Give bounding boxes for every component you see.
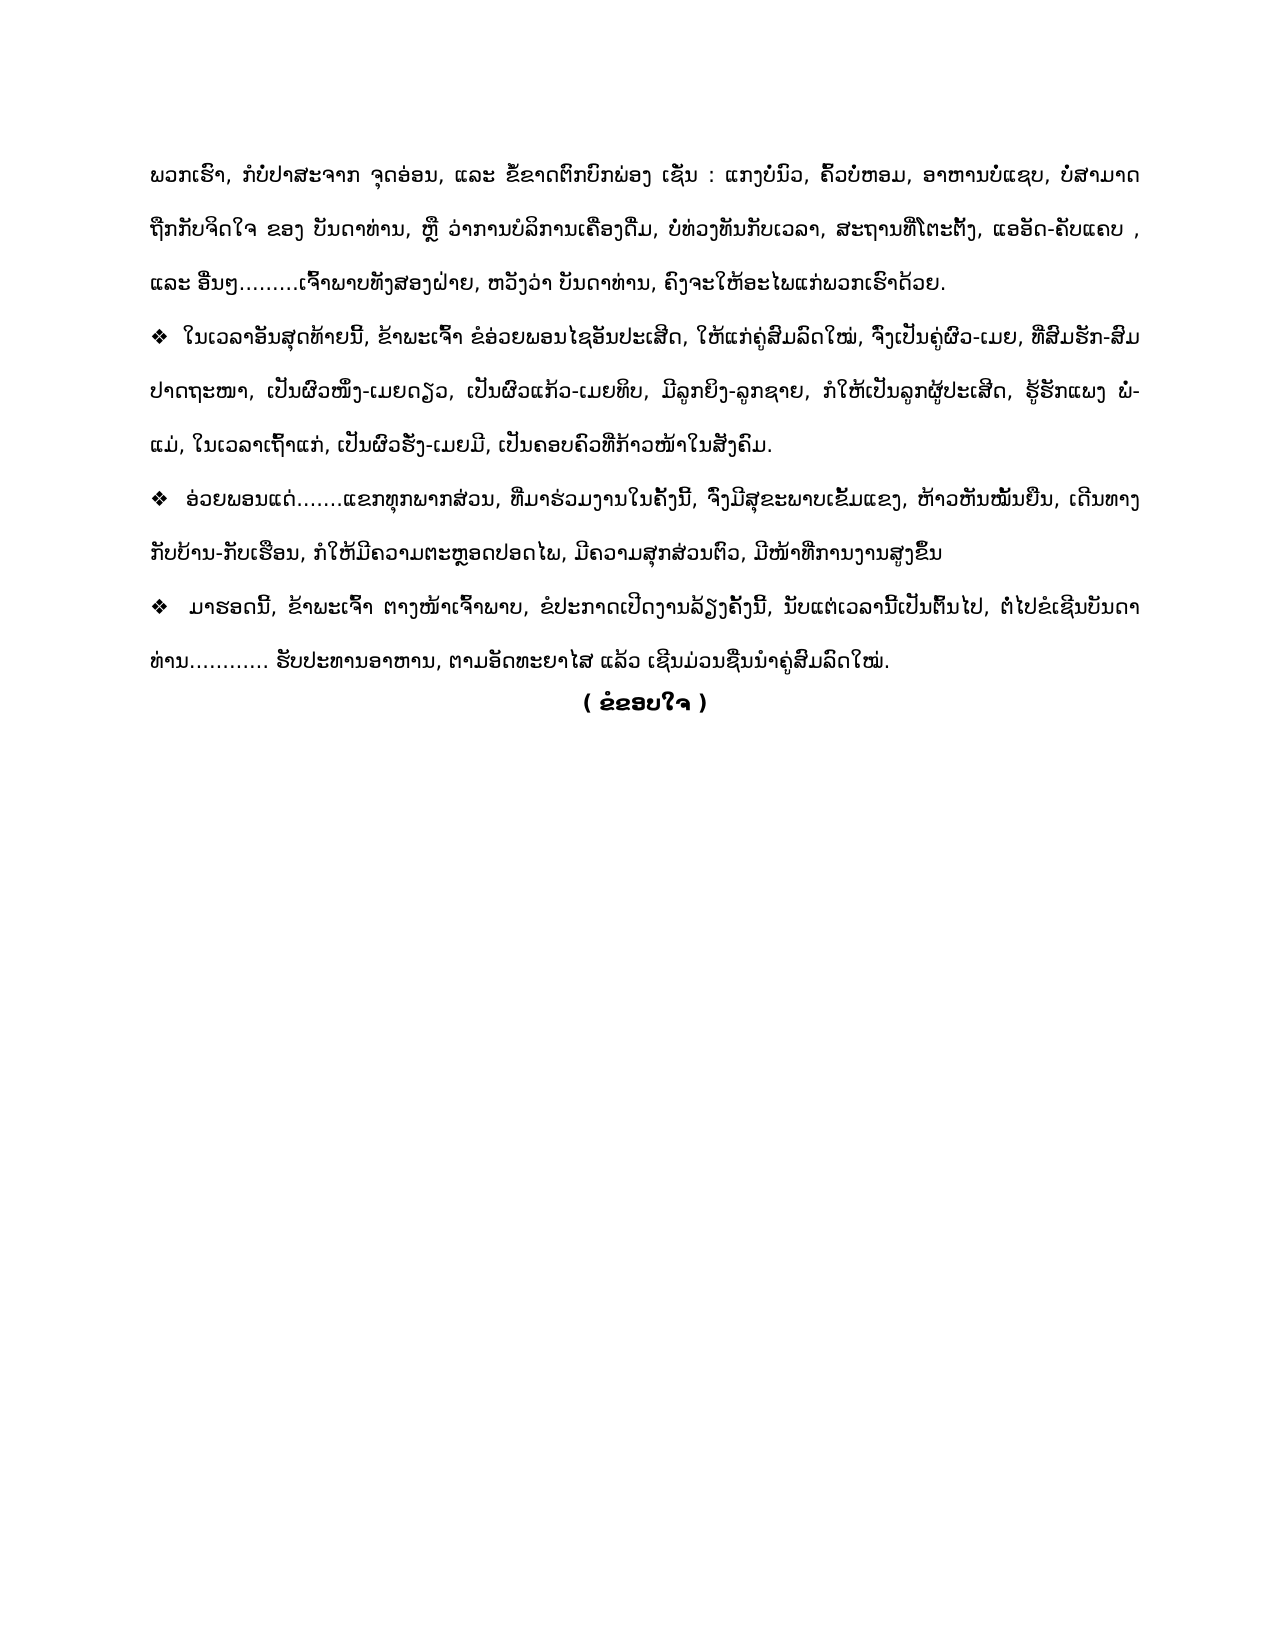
paragraph-blessing-couple xyxy=(150,310,1140,472)
paragraph-apology xyxy=(150,148,1140,310)
diamond-bullet-icon: ❖ xyxy=(150,595,173,619)
paragraph-blessing-guests xyxy=(150,472,1140,580)
diamond-bullet-icon: ❖ xyxy=(150,487,171,511)
paragraph-text: ໃນເວລາອັນສຸດທ້າຍນີ້, ຂ້າພະເຈົ້າ ຂໍອ່ວຍພອນໄຊອັນປະເສີດ, ໃຫ້ແກ່ຄູ່ສົມລົດໃໝ່, ຈົ່ງເປັນຄູ່ຜົວ-ເມຍ, ທີ່ສົມຮັກ-ສົມປາດຖະໜາ, ເປັນຜົວໜຶ່ງ-ເມຍດຽວ, ເປັນຜົວແກ້ວ-ເມຍທິບ, ມີລູກຍິງ-ລູກຊາຍ, ກໍໃຫ້ເປັນລູກຜູ້ປະເສີດ, ຮູ້ຮັກແພງ ພໍ່-ແມ່, ໃນເວລາເຖົ້າແກ່, ເປັນຜົວຮັ່ງ-ເມຍມີ, ເປັນຄອບຄົວທີ່ກ້າວໜ້າໃນສັງຄົມ. xyxy=(150,325,1140,457)
paragraph-text: ອ່ວຍພອນແດ່.......ແຂກທຸກພາກສ່ວນ, ທີ່ມາຮ່ວມງານໃນຄັ້ງນີ້, ຈົ່ງມີສຸຂະພາບເຂັ້ມແຂງ, ຫ້າວຫັນໝັ້ນຍືນ, ເດີນທາງກັບບ້ານ-ກັບເຮືອນ, ກໍໃຫ້ມີຄວາມຕະຫຼອດປອດໄພ, ມີຄວາມສຸກສ່ວນຕົວ, ມີໜ້າທີ່ການງານສູງຂຶ້ນ xyxy=(150,487,1140,565)
paragraph-text: ພວກເຮົາ, ກໍບໍ່ປາສະຈາກ ຈຸດອ່ອນ, ແລະ ຂໍ້ຂາດຕົກບົກພ່ອງ ເຊັ່ນ : ແກງບໍ່ນົວ, ຄົ້ວບໍ່ຫອມ, ອາຫານບໍ່ແຊບ, ບໍ່ສາມາດ ຖືກກັບຈິດໃຈ ຂອງ ບັນດາທ່ານ, ຫຼື ວ່າການບໍລິການເຄື່ອງດື່ມ, ບໍ່ທ່ວງທັນກັບເວລາ, ສະຖານທີ່ໂຕະຕັ້ງ, ແອອັດ-ຄັບແຄບ , ແລະ ອື່ນໆ.........ເຈົ້າພາບທັງສອງຝ່າຍ, ຫວັງວ່າ ບັນດາທ່ານ, ຄົງຈະໃຫ້ອະໄພແກ່ພວກເຮົາດ້ວຍ. xyxy=(150,163,1140,295)
diamond-bullet-icon: ❖ xyxy=(150,325,170,349)
paragraph-opening xyxy=(150,580,1140,688)
closing-thanks: ( ຂໍຂອບໃຈ ) xyxy=(582,691,708,715)
document-body xyxy=(150,148,1140,688)
paragraph-text: ມາຮອດນີ້, ຂ້າພະເຈົ້າ ຕາງໜ້າເຈົ້າພາບ, ຂໍປະກາດເປີດງານລ້ຽງຄັ້ງນີ້, ນັບແຕ່ເວລານີ້ເປັນຕົ້ນໄປ, ຕໍ່ໄປຂໍເຊີນບັນດາ ທ່ານ............ ຮັບປະທານອາຫານ, ຕາມອັດທະຍາໄສ ແລ້ວ ເຊີນມ່ວນຊື່ນນຳຄູ່ສົມລົດໃໝ່. xyxy=(150,595,1140,673)
